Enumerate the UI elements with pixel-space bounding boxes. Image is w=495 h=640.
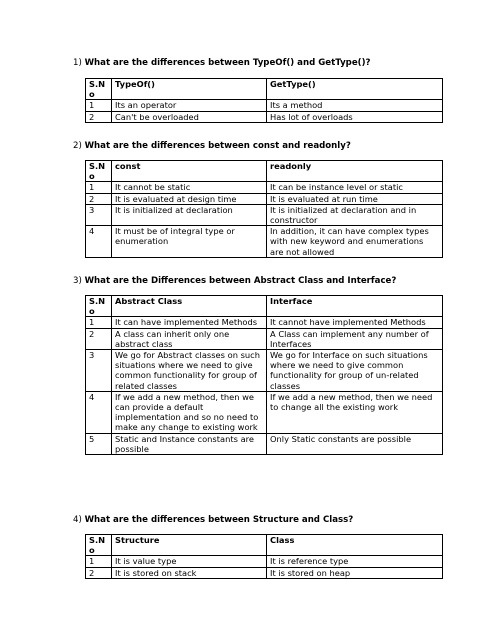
header-col-a: Abstract Class xyxy=(112,296,267,317)
table-row xyxy=(86,567,443,578)
table-row xyxy=(86,182,443,193)
cell-sno: 2 xyxy=(86,328,112,349)
table-row xyxy=(86,328,443,349)
question-2 xyxy=(73,141,443,152)
cell-b: It cannot have implemented Methods xyxy=(267,317,443,328)
cell-b: It can be instance level or static xyxy=(267,182,443,193)
question-number: 1) xyxy=(73,58,82,68)
question-text: What are the Differences between Abstract Class and Interface? xyxy=(84,276,397,286)
cell-b: If we add a new method, then we need to change all the existing work xyxy=(267,391,443,433)
table-row xyxy=(86,204,443,225)
cell-b: It is initialized at declaration and in constructor xyxy=(267,204,443,225)
header-col-b: Interface xyxy=(267,296,443,317)
cell-sno: 1 xyxy=(86,100,112,111)
table-header-row xyxy=(86,79,443,100)
header-sno: S.N o xyxy=(86,535,112,556)
header-col-b: Class xyxy=(267,535,443,556)
cell-sno: 1 xyxy=(86,556,112,567)
cell-sno: 4 xyxy=(86,226,112,258)
question-1 xyxy=(73,58,443,69)
table-row xyxy=(86,100,443,111)
cell-a: Its an operator xyxy=(112,100,267,111)
table-row xyxy=(86,350,443,392)
cell-sno: 2 xyxy=(86,567,112,578)
table-abstract-interface xyxy=(85,295,443,455)
cell-b: It is stored on heap xyxy=(267,567,443,578)
table-const-readonly xyxy=(85,160,443,258)
header-col-a: TypeOf() xyxy=(112,79,267,100)
question-number: 4) xyxy=(73,515,82,525)
question-text: What are the differences between const and readonly? xyxy=(84,141,351,151)
table-row xyxy=(86,556,443,567)
table-header-row xyxy=(86,296,443,317)
cell-b: Only Static constants are possible xyxy=(267,433,443,454)
cell-sno: 1 xyxy=(86,182,112,193)
cell-sno: 3 xyxy=(86,204,112,225)
question-text: What are the differences between TypeOf() and GetType()? xyxy=(84,58,371,68)
cell-a: Can't be overloaded xyxy=(112,111,267,122)
cell-a: If we add a new method, then we can provide a default implementation and so no need to make any change to existing work xyxy=(112,391,267,433)
cell-b: It is reference type xyxy=(267,556,443,567)
cell-a: We go for Abstract classes on such situations where we need to give common functionality for group of related classes xyxy=(112,350,267,392)
question-4 xyxy=(73,515,443,526)
question-number: 2) xyxy=(73,141,82,151)
question-number: 3) xyxy=(73,276,82,286)
table-row xyxy=(86,193,443,204)
cell-sno: 1 xyxy=(86,317,112,328)
header-sno: S.N o xyxy=(86,79,112,100)
table-header-row xyxy=(86,161,443,182)
cell-sno: 3 xyxy=(86,350,112,392)
header-col-b: GetType() xyxy=(267,79,443,100)
cell-sno: 4 xyxy=(86,391,112,433)
cell-sno: 2 xyxy=(86,193,112,204)
cell-sno: 2 xyxy=(86,111,112,122)
cell-b: Its a method xyxy=(267,100,443,111)
cell-b: It is evaluated at run time xyxy=(267,193,443,204)
question-text: What are the differences between Structure and Class? xyxy=(84,515,354,525)
question-3 xyxy=(73,276,443,287)
cell-a: It is stored on stack xyxy=(112,567,267,578)
cell-b: Has lot of overloads xyxy=(267,111,443,122)
header-col-b: readonly xyxy=(267,161,443,182)
cell-a: It can have implemented Methods xyxy=(112,317,267,328)
cell-a: It must be of integral type or enumeration xyxy=(112,226,267,258)
header-col-a: Structure xyxy=(112,535,267,556)
cell-b: In addition, it can have complex types with new keyword and enumerations are not allowed xyxy=(267,226,443,258)
table-row xyxy=(86,226,443,258)
table-row xyxy=(86,111,443,122)
header-sno: S.N o xyxy=(86,296,112,317)
cell-a: A class can inherit only one abstract class xyxy=(112,328,267,349)
header-sno: S.N o xyxy=(86,161,112,182)
cell-a: Static and Instance constants are possible xyxy=(112,433,267,454)
table-typeof-gettype xyxy=(85,78,443,123)
table-row xyxy=(86,433,443,454)
cell-a: It is initialized at declaration xyxy=(112,204,267,225)
cell-a: It cannot be static xyxy=(112,182,267,193)
cell-a: It is value type xyxy=(112,556,267,567)
cell-a: It is evaluated at design time xyxy=(112,193,267,204)
table-row xyxy=(86,391,443,433)
header-col-a: const xyxy=(112,161,267,182)
cell-b: A Class can implement any number of Interfaces xyxy=(267,328,443,349)
cell-sno: 5 xyxy=(86,433,112,454)
table-structure-class xyxy=(85,534,443,579)
cell-b: We go for Interface on such situations where we need to give common functionality for group of un-related classes xyxy=(267,350,443,392)
table-header-row xyxy=(86,535,443,556)
table-row xyxy=(86,317,443,328)
